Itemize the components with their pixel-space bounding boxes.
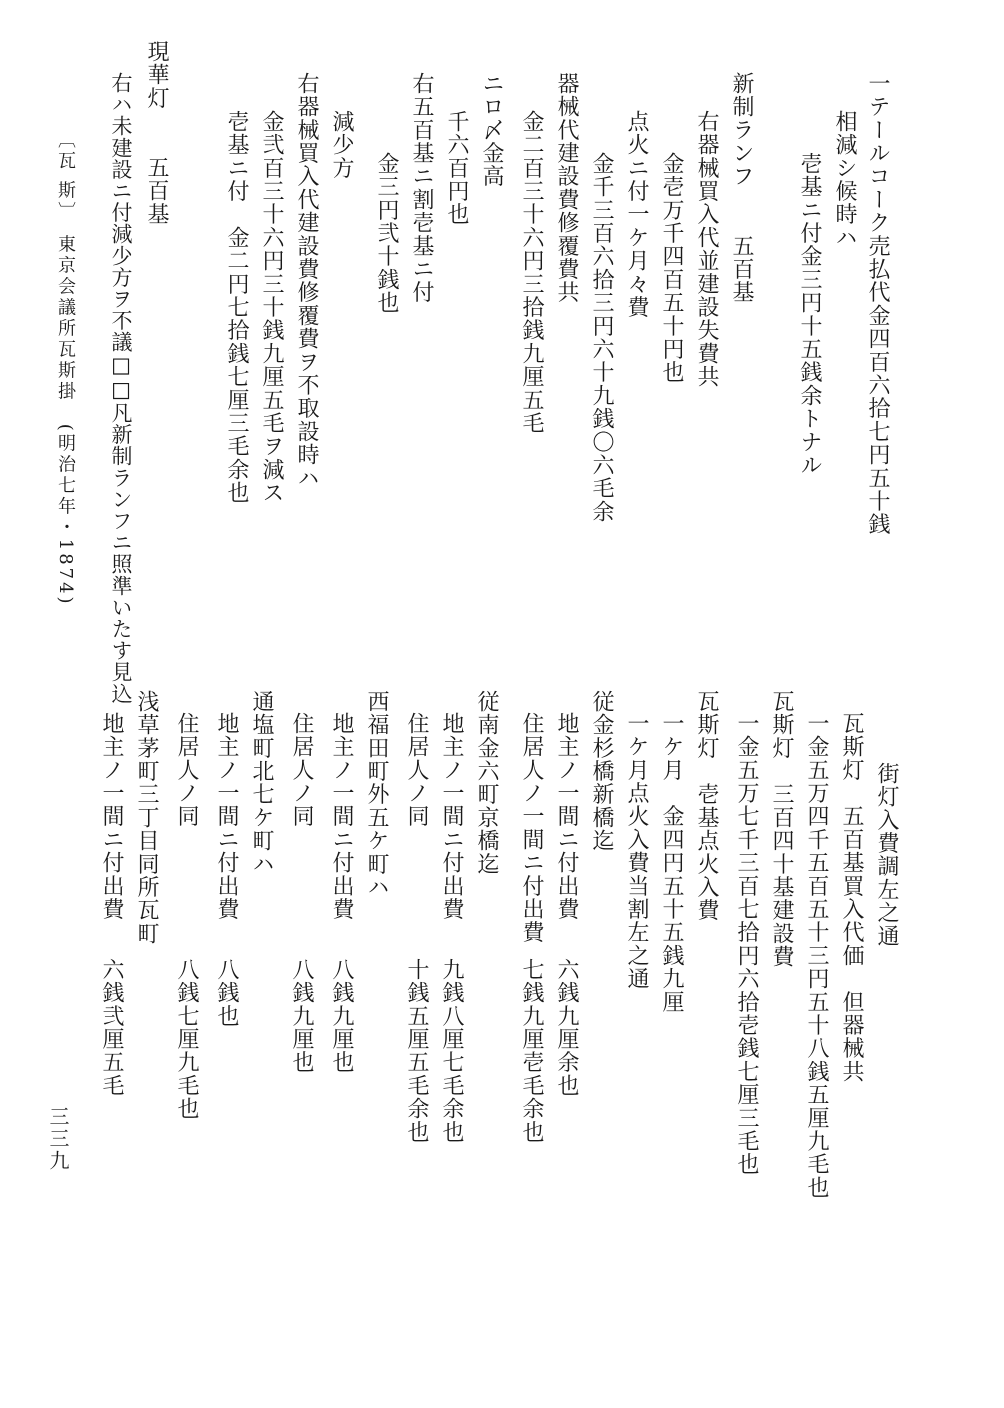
amount-value: 十銭五厘五毛余也 xyxy=(404,958,429,1144)
text-line: 一金五万七千三百七拾円六拾壱銭七厘三毛也 xyxy=(734,712,759,1176)
text-line: 住居人ノ同 xyxy=(404,712,429,828)
text-line: 右器械買入代並建設失費共 xyxy=(694,110,719,389)
text-line: 一ケ月点火入費当割左之通 xyxy=(624,712,649,991)
text-line: 瓦斯灯 五百基買入代価 但器械共 xyxy=(839,712,864,1084)
text-line: 金三円弐十銭也 xyxy=(374,152,399,315)
text-line: 右ハ未建設ニ付減少方ヲ不議□□凡新制ランフニ照準いたす見込 xyxy=(109,72,133,705)
text-line: 相減シ候時ハ xyxy=(832,110,857,250)
text-line: 住居人ノ同 xyxy=(174,712,199,828)
amount-value: 八銭七厘九毛也 xyxy=(174,958,199,1121)
amount-value: 八銭也 xyxy=(214,958,239,1028)
source-citation: 〔瓦 斯〕 東京会議所瓦斯掛 (明治七年・1874) xyxy=(55,130,76,607)
text-line: 金弐百三十六円三十銭九厘五毛ヲ減ス xyxy=(259,110,284,505)
text-line: 器械代建設費修覆費共 xyxy=(554,72,579,304)
section-title: 街灯入費調左之通 xyxy=(874,762,899,948)
text-line: 千六百円也 xyxy=(444,110,469,226)
amount-value: 九銭八厘七毛余也 xyxy=(439,958,464,1144)
text-line: 金壱万千四百五十円也 xyxy=(659,152,684,384)
text-line: 地主ノ一間ニ付出費 xyxy=(439,712,464,921)
text-line: 瓦斯灯 壱基点火入費 xyxy=(694,690,719,922)
text-line: 地主ノ一間ニ付出費 xyxy=(214,712,239,921)
amount-value: 八銭九厘也 xyxy=(329,958,354,1074)
text-line: 一ケ月 金四円五十五銭九厘 xyxy=(659,712,684,1014)
amount-value: 七銭九厘壱毛余也 xyxy=(519,958,544,1144)
district-heading: 従南金六町京橋迄 xyxy=(474,690,499,876)
amount-value: 六銭弐厘五毛 xyxy=(99,958,124,1098)
text-line: 金二百三十六円三拾銭九厘五毛 xyxy=(519,110,544,435)
text-line: 右器械買入代建設費修覆費ヲ不取設時ハ xyxy=(294,72,319,490)
text-line: 減少方 xyxy=(329,110,354,180)
text-line: 新制ランフ 五百基 xyxy=(729,72,754,304)
text-line: 住居人ノ同 xyxy=(289,712,314,828)
text-line: 瓦斯灯 三百四十基建設費 xyxy=(769,690,794,969)
text-line: 壱基ニ付 金二円七拾銭七厘三毛余也 xyxy=(224,110,249,505)
district-heading: 通塩町北七ケ町ハ xyxy=(249,690,274,876)
text-line: 地主ノ一間ニ付出費 xyxy=(99,712,124,921)
text-line: 一金五万四千五百五十三円五十八銭五厘九毛也 xyxy=(804,712,829,1200)
page-number: 三三九 xyxy=(46,1106,70,1172)
text-line: 点火ニ付一ケ月々費 xyxy=(624,110,649,319)
text-line: 金千三百六拾三円六十九銭〇六毛余 xyxy=(589,152,614,524)
district-heading: 西福田町外五ケ町ハ xyxy=(364,690,389,899)
text-line: 右五百基ニ割壱基ニ付 xyxy=(409,72,434,304)
text-line: 壱基ニ付金三円十五銭余トナル xyxy=(797,152,822,477)
amount-value: 八銭九厘也 xyxy=(289,958,314,1074)
district-heading: 従金杉橋新橋迄 xyxy=(589,690,614,853)
text-line: 一テールコーク売払代金四百六拾七円五十銭 xyxy=(865,72,890,536)
text-line: ニロ〆金高 xyxy=(479,72,504,188)
text-line: 地主ノ一間ニ付出費 xyxy=(554,712,579,921)
amount-value: 六銭九厘余也 xyxy=(554,958,579,1098)
district-heading: 浅草茅町三丁目同所瓦町 xyxy=(134,690,159,946)
text-line: 地主ノ一間ニ付出費 xyxy=(329,712,354,921)
text-line: 住居人ノ一間ニ付出費 xyxy=(519,712,544,944)
text-line: 現華灯 五百基 xyxy=(144,40,169,226)
